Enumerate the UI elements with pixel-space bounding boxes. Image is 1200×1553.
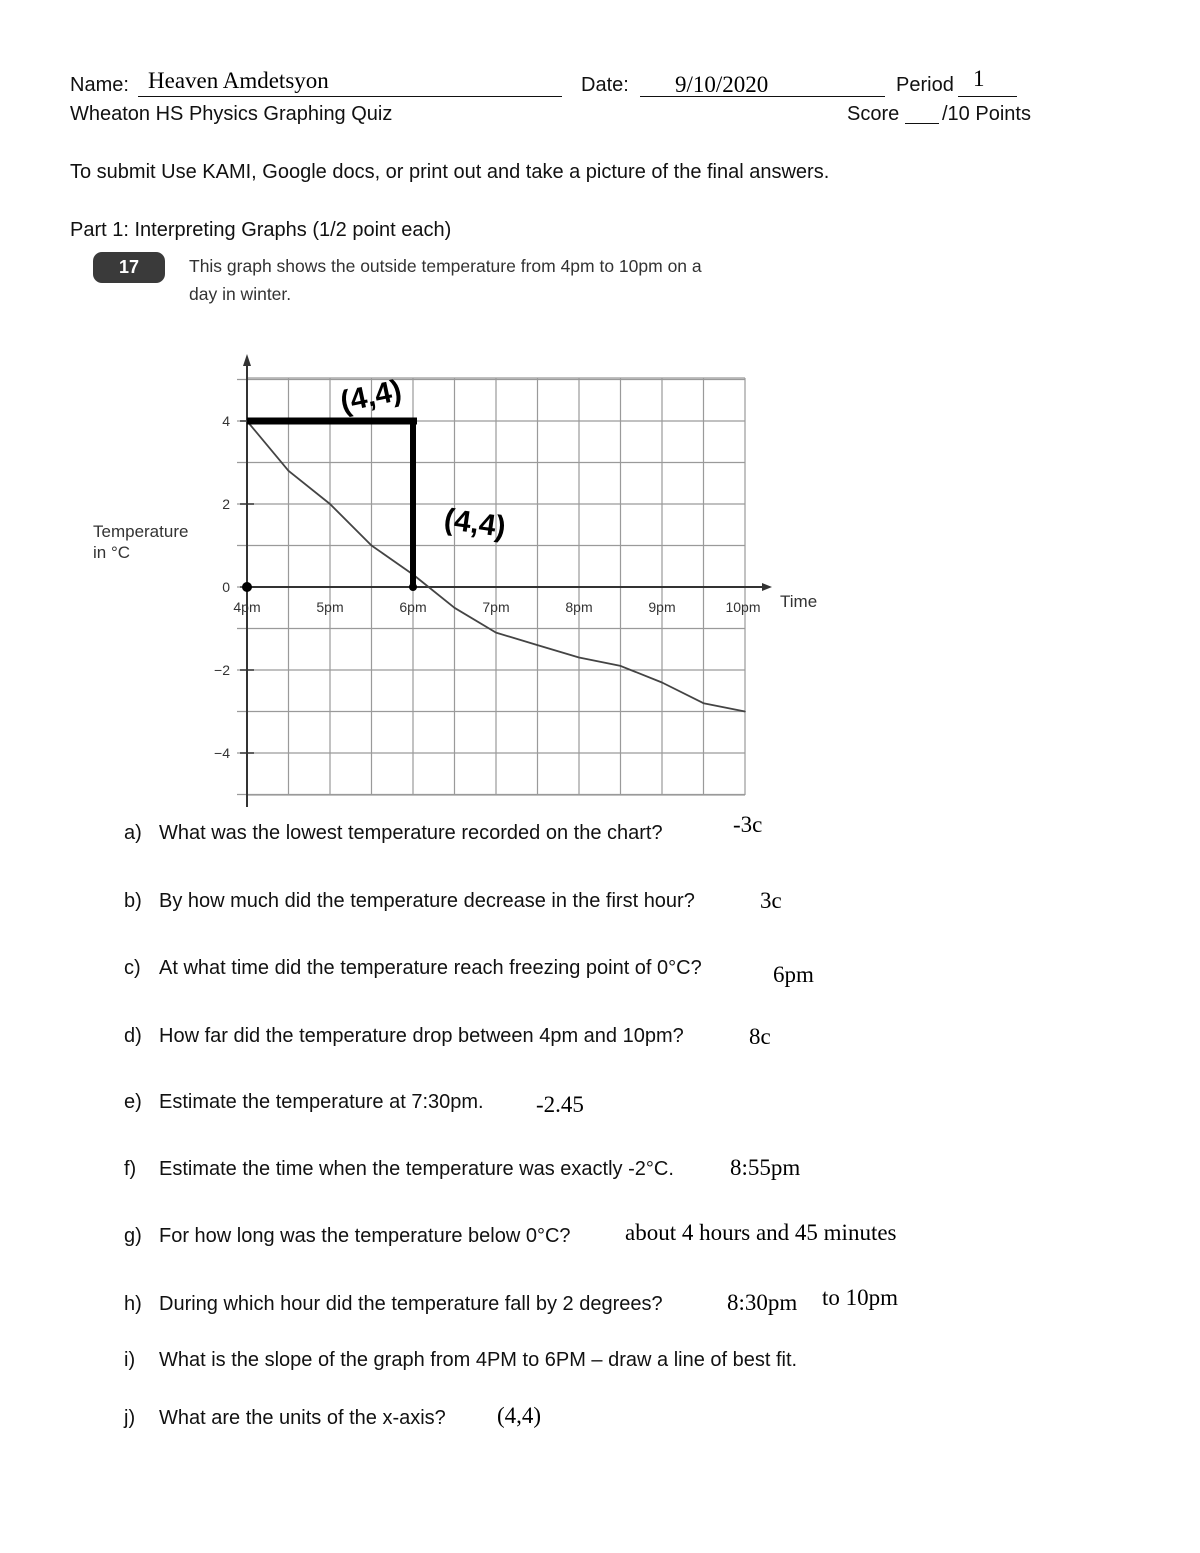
x-tick-label: 9pm xyxy=(648,599,676,615)
question-label: h) xyxy=(124,1293,142,1315)
part1-title: Part 1: Interpreting Graphs (1/2 point each) xyxy=(70,219,452,241)
y-tick-label: 2 xyxy=(222,496,230,512)
temperature-data-point xyxy=(620,665,622,667)
question-answer[interactable]: about 4 hours and 45 minutes xyxy=(625,1220,897,1245)
question-label: d) xyxy=(124,1025,142,1047)
quiz-title: Wheaton HS Physics Graphing Quiz xyxy=(70,103,393,125)
question-answer[interactable]: 6pm xyxy=(773,962,814,987)
score-suffix: /10 Points xyxy=(942,103,1031,125)
x-tick-label: 7pm xyxy=(482,599,510,615)
y-tick-label: −2 xyxy=(214,662,230,678)
x-tick-label: 5pm xyxy=(316,599,344,615)
y-tick-label: −4 xyxy=(214,745,230,761)
x-tick-label: 10pm xyxy=(725,599,761,615)
temperature-data-point xyxy=(495,632,497,634)
temperature-data-point xyxy=(661,682,663,684)
score-label: Score xyxy=(847,103,900,125)
chart-annotations xyxy=(242,374,508,592)
question-text: At what time did the temperature reach freezing point of 0°C? xyxy=(159,957,702,979)
question-text: For how long was the temperature below 0°C? xyxy=(159,1225,571,1247)
question-label: e) xyxy=(124,1091,142,1113)
period-value: 1 xyxy=(973,66,985,91)
problem-description-line2: day in winter. xyxy=(189,284,292,304)
handwritten-label-right: (4,4) xyxy=(442,502,508,545)
question-answer[interactable]: 8:55pm xyxy=(730,1155,801,1180)
problem-description-line1: This graph shows the outside temperature from 4pm to 10pm on a xyxy=(189,256,702,276)
question-answer[interactable]: 8c xyxy=(749,1024,771,1049)
temperature-data-point xyxy=(537,644,539,646)
name-value: Heaven Amdetsyon xyxy=(148,68,329,93)
temperature-data-point xyxy=(578,657,580,659)
x-tick-label: 4pm xyxy=(233,599,261,615)
date-label: Date: xyxy=(581,74,629,96)
handwritten-label-top: (4,4) xyxy=(337,373,405,419)
instructions: To submit Use KAMI, Google docs, or print out and take a picture of the final answers. xyxy=(70,161,830,183)
y-axis-label-line2: in °C xyxy=(93,543,131,562)
question-answer[interactable]: (4,4) xyxy=(497,1403,542,1428)
question-label: f) xyxy=(124,1158,137,1180)
question-answer-continued[interactable]: to 10pm xyxy=(822,1285,899,1310)
y-tick-label: 0 xyxy=(222,579,230,595)
temperature-data-point xyxy=(371,545,373,547)
question-label: i) xyxy=(124,1349,136,1371)
x-axis-arrow xyxy=(762,583,772,591)
question-answer[interactable]: 8:30pm xyxy=(727,1290,798,1315)
question-text: How far did the temperature drop between 4pm and 10pm? xyxy=(159,1025,684,1047)
question-label: j) xyxy=(124,1407,136,1429)
date-value: 9/10/2020 xyxy=(675,72,769,97)
problem-number-badge: 17 xyxy=(93,252,165,283)
question-text: By how much did the temperature decrease in the first hour? xyxy=(159,890,695,912)
temperature-data-point xyxy=(454,607,456,609)
question-label: g) xyxy=(124,1225,142,1247)
question-text: Estimate the time when the temperature was exactly -2°C. xyxy=(159,1158,674,1180)
x-tick-label: 8pm xyxy=(565,599,593,615)
question-text: What are the units of the x-axis? xyxy=(159,1407,446,1429)
temperature-data-point xyxy=(329,503,331,505)
y-axis-label-line1: Temperature xyxy=(93,522,189,541)
x-tick-label: 6pm xyxy=(399,599,427,615)
question-text: What was the lowest temperature recorded on the chart? xyxy=(159,822,663,844)
question-label: c) xyxy=(124,957,141,979)
question-label: b) xyxy=(124,890,142,912)
temperature-data-point xyxy=(744,711,746,713)
question-text: During which hour did the temperature fall by 2 degrees? xyxy=(159,1293,663,1315)
marked-6pm-point xyxy=(409,583,417,591)
period-label: Period xyxy=(896,74,954,96)
y-axis-arrow xyxy=(243,354,251,366)
question-answer[interactable]: -3c xyxy=(733,812,763,837)
question-answer[interactable]: 3c xyxy=(760,888,782,913)
question-label: a) xyxy=(124,822,142,844)
question-text: What is the slope of the graph from 4PM to 6PM – draw a line of best fit. xyxy=(159,1349,798,1371)
marked-origin-point xyxy=(242,582,252,592)
x-axis-label: Time xyxy=(780,592,818,611)
temperature-data-point xyxy=(288,470,290,472)
name-label: Name: xyxy=(70,74,129,96)
question-text: Estimate the temperature at 7:30pm. xyxy=(159,1091,484,1113)
question-answer[interactable]: -2.45 xyxy=(536,1092,584,1117)
y-tick-label: 4 xyxy=(222,413,230,429)
temperature-data-point xyxy=(703,702,705,704)
